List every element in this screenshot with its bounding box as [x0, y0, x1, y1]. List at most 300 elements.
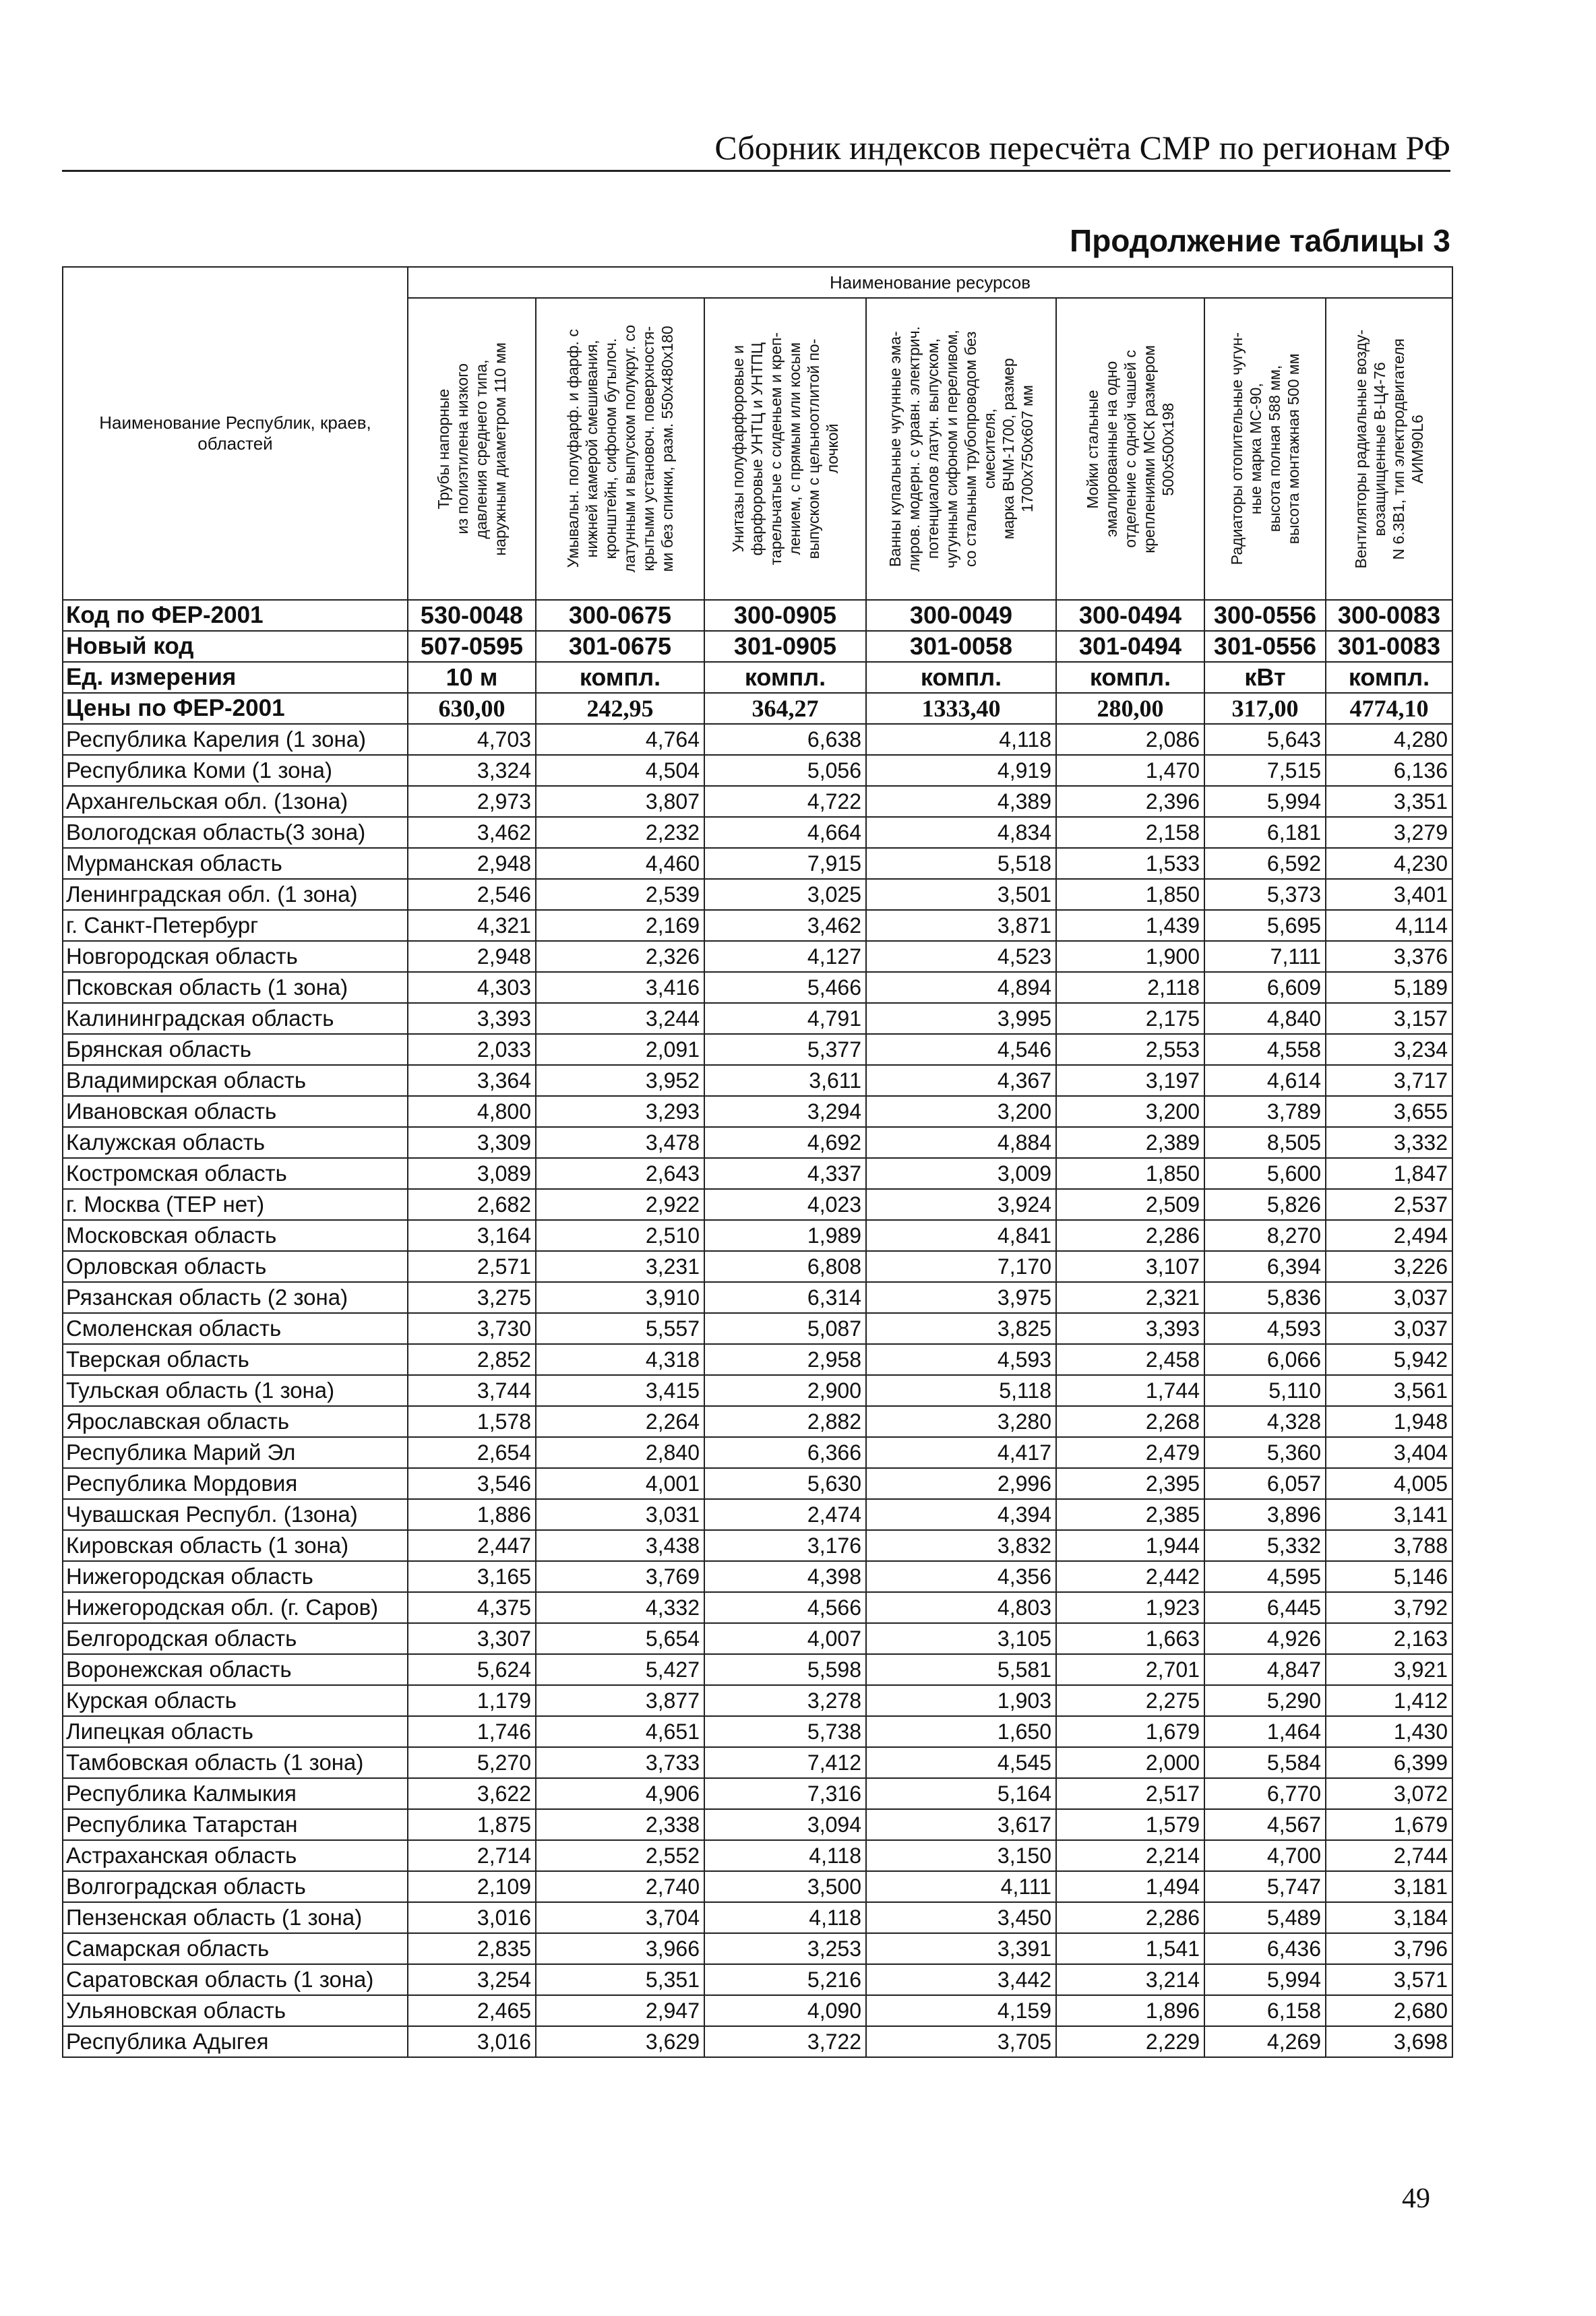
index-value: 2,158: [1056, 817, 1204, 848]
index-value: 3,698: [1326, 2026, 1452, 2057]
region-name: Тверская область: [63, 1344, 408, 1375]
index-table: [62, 266, 1453, 2058]
index-value: 5,557: [536, 1313, 704, 1344]
unit: компл.: [1326, 662, 1452, 693]
table-row: [63, 1127, 1452, 1158]
index-value: 3,871: [866, 910, 1056, 941]
index-value: 1,850: [1056, 879, 1204, 910]
index-value: 5,056: [704, 755, 866, 786]
index-value: 3,197: [1056, 1065, 1204, 1096]
region-name: Владимирская область: [63, 1065, 408, 1096]
index-value: 3,324: [408, 755, 536, 786]
index-value: 4,906: [536, 1778, 704, 1809]
table-row: [63, 1313, 1452, 1344]
index-value: 2,517: [1056, 1778, 1204, 1809]
index-value: 7,316: [704, 1778, 866, 1809]
index-value: 2,286: [1056, 1902, 1204, 1933]
index-value: 3,200: [1056, 1096, 1204, 1127]
index-value: 3,546: [408, 1468, 536, 1499]
table-row: [63, 1096, 1452, 1127]
index-value: 3,722: [704, 2026, 866, 2057]
index-value: 4,389: [866, 786, 1056, 817]
index-value: 1,579: [1056, 1809, 1204, 1840]
index-value: 3,789: [1204, 1096, 1326, 1127]
index-value: 5,466: [704, 972, 866, 1003]
index-value: 3,254: [408, 1964, 536, 1995]
region-rows: [63, 724, 1452, 2057]
index-value: 2,654: [408, 1437, 536, 1468]
index-value: 5,164: [866, 1778, 1056, 1809]
index-value: 1,903: [866, 1685, 1056, 1716]
index-value: 3,788: [1326, 1530, 1452, 1561]
index-value: 5,351: [536, 1964, 704, 1995]
region-name: Республика Татарстан: [63, 1809, 408, 1840]
column-header-fans: Вентиляторы радиальные возду- возащищенные В-Ц4-76 N 6.3В1, тип электродвигателя АИМ90L6: [1326, 298, 1452, 600]
index-value: 2,740: [536, 1871, 704, 1902]
region-name: Республика Марий Эл: [63, 1437, 408, 1468]
index-value: 2,922: [536, 1189, 704, 1220]
index-value: 4,111: [866, 1871, 1056, 1902]
index-value: 1,875: [408, 1809, 536, 1840]
index-value: 1,412: [1326, 1685, 1452, 1716]
table-row: [63, 1840, 1452, 1871]
index-value: 5,584: [1204, 1747, 1326, 1778]
index-value: 3,617: [866, 1809, 1056, 1840]
index-value: 3,376: [1326, 941, 1452, 972]
index-value: 4,318: [536, 1344, 704, 1375]
index-value: 1,470: [1056, 755, 1204, 786]
price: 280,00: [1056, 693, 1204, 724]
index-value: 3,404: [1326, 1437, 1452, 1468]
index-value: 5,360: [1204, 1437, 1326, 1468]
index-value: 6,638: [704, 724, 866, 755]
table-row: [63, 1902, 1452, 1933]
index-value: 3,393: [1056, 1313, 1204, 1344]
index-value: 1,179: [408, 1685, 536, 1716]
index-value: 5,581: [866, 1654, 1056, 1685]
index-value: 5,654: [536, 1623, 704, 1654]
index-value: 4,460: [536, 848, 704, 879]
index-value: 3,796: [1326, 1933, 1452, 1964]
unit: компл.: [1056, 662, 1204, 693]
index-value: 3,655: [1326, 1096, 1452, 1127]
index-value: 4,504: [536, 755, 704, 786]
index-value: 4,001: [536, 1468, 704, 1499]
index-value: 2,338: [536, 1809, 704, 1840]
index-value: 3,200: [866, 1096, 1056, 1127]
index-value: 2,494: [1326, 1220, 1452, 1251]
index-value: 2,033: [408, 1034, 536, 1065]
index-value: 3,279: [1326, 817, 1452, 848]
price: 242,95: [536, 693, 704, 724]
region-name: Орловская область: [63, 1251, 408, 1282]
region-name: Нижегородская обл. (г. Саров): [63, 1592, 408, 1623]
index-value: 2,385: [1056, 1499, 1204, 1530]
index-value: 3,141: [1326, 1499, 1452, 1530]
table-row: [63, 1220, 1452, 1251]
index-value: 2,389: [1056, 1127, 1204, 1158]
index-value: 2,744: [1326, 1840, 1452, 1871]
region-name: Смоленская область: [63, 1313, 408, 1344]
index-value: 3,995: [866, 1003, 1056, 1034]
index-value: 5,216: [704, 1964, 866, 1995]
index-value: 4,303: [408, 972, 536, 1003]
index-value: 6,158: [1204, 1995, 1326, 2026]
index-value: 4,558: [1204, 1034, 1326, 1065]
index-value: 1,494: [1056, 1871, 1204, 1902]
index-value: 3,393: [408, 1003, 536, 1034]
index-value: 6,057: [1204, 1468, 1326, 1499]
index-value: 3,571: [1326, 1964, 1452, 1995]
index-value: 3,037: [1326, 1282, 1452, 1313]
index-value: 5,836: [1204, 1282, 1326, 1313]
new-code-row: [63, 631, 1452, 662]
new-code: 301-0905: [704, 631, 866, 662]
table-row: [63, 1933, 1452, 1964]
index-value: 5,994: [1204, 1964, 1326, 1995]
index-value: 1,541: [1056, 1933, 1204, 1964]
index-value: 3,442: [866, 1964, 1056, 1995]
index-value: 3,717: [1326, 1065, 1452, 1096]
index-value: 5,738: [704, 1716, 866, 1747]
index-value: 4,700: [1204, 1840, 1326, 1871]
index-value: 2,474: [704, 1499, 866, 1530]
table-row: [63, 1344, 1452, 1375]
index-value: 3,500: [704, 1871, 866, 1902]
index-value: 6,445: [1204, 1592, 1326, 1623]
index-value: 4,118: [866, 724, 1056, 755]
index-value: 5,695: [1204, 910, 1326, 941]
new-code: 507-0595: [408, 631, 536, 662]
index-value: 3,364: [408, 1065, 536, 1096]
index-value: 4,127: [704, 941, 866, 972]
page-header: Сборник индексов пересчёта СМР по регионам РФ: [62, 128, 1450, 172]
new-code: 301-0083: [1326, 631, 1452, 662]
price: 4774,10: [1326, 693, 1452, 724]
table-row: [63, 1716, 1452, 1747]
fer-code-label: Код по ФЕР-2001: [63, 600, 408, 631]
index-value: 5,624: [408, 1654, 536, 1685]
region-name: Вологодская область(3 зона): [63, 817, 408, 848]
region-name: Ивановская область: [63, 1096, 408, 1127]
index-value: 3,009: [866, 1158, 1056, 1189]
index-value: 1,439: [1056, 910, 1204, 941]
index-value: 4,595: [1204, 1561, 1326, 1592]
index-value: 4,417: [866, 1437, 1056, 1468]
table-row: [63, 1251, 1452, 1282]
index-value: 3,611: [704, 1065, 866, 1096]
index-value: 7,915: [704, 848, 866, 879]
index-value: 4,894: [866, 972, 1056, 1003]
table-row: [63, 1406, 1452, 1437]
price-label: Цены по ФЕР-2001: [63, 693, 408, 724]
index-value: 4,546: [866, 1034, 1056, 1065]
region-name: Рязанская область (2 зона): [63, 1282, 408, 1313]
table-row: [63, 786, 1452, 817]
index-value: 4,159: [866, 1995, 1056, 2026]
unit: компл.: [866, 662, 1056, 693]
unit: кВт: [1204, 662, 1326, 693]
index-value: 2,546: [408, 879, 536, 910]
index-value: 4,023: [704, 1189, 866, 1220]
index-value: 2,465: [408, 1995, 536, 2026]
table-row: [63, 848, 1452, 879]
index-value: 5,146: [1326, 1561, 1452, 1592]
index-value: 4,841: [866, 1220, 1056, 1251]
region-name: Нижегородская область: [63, 1561, 408, 1592]
index-value: 5,747: [1204, 1871, 1326, 1902]
index-value: 4,332: [536, 1592, 704, 1623]
price: 364,27: [704, 693, 866, 724]
index-value: 1,679: [1326, 1809, 1452, 1840]
index-value: 3,307: [408, 1623, 536, 1654]
table-row: [63, 1592, 1452, 1623]
index-value: 3,966: [536, 1933, 704, 1964]
index-value: 4,394: [866, 1499, 1056, 1530]
index-value: 3,072: [1326, 1778, 1452, 1809]
index-value: 2,682: [408, 1189, 536, 1220]
table-row: [63, 1282, 1452, 1313]
index-value: 4,280: [1326, 724, 1452, 755]
table-row: [63, 2026, 1452, 2057]
index-value: 2,537: [1326, 1189, 1452, 1220]
index-value: 8,505: [1204, 1127, 1326, 1158]
index-value: 6,770: [1204, 1778, 1326, 1809]
index-value: 4,926: [1204, 1623, 1326, 1654]
region-name: Саратовская область (1 зона): [63, 1964, 408, 1995]
index-value: 3,184: [1326, 1902, 1452, 1933]
new-code: 301-0556: [1204, 631, 1326, 662]
index-value: 2,900: [704, 1375, 866, 1406]
index-value: 3,910: [536, 1282, 704, 1313]
index-value: 4,567: [1204, 1809, 1326, 1840]
index-value: 3,037: [1326, 1313, 1452, 1344]
index-value: 3,391: [866, 1933, 1056, 1964]
index-value: 2,458: [1056, 1344, 1204, 1375]
table-row: [63, 910, 1452, 941]
index-value: 2,701: [1056, 1654, 1204, 1685]
index-value: 4,328: [1204, 1406, 1326, 1437]
page-number: 49: [1402, 2183, 1430, 2214]
index-value: 4,007: [704, 1623, 866, 1654]
index-value: 2,169: [536, 910, 704, 941]
index-value: 1,948: [1326, 1406, 1452, 1437]
index-value: 1,744: [1056, 1375, 1204, 1406]
index-value: 2,553: [1056, 1034, 1204, 1065]
table-row: [63, 1778, 1452, 1809]
table-row: [63, 1437, 1452, 1468]
index-value: 2,214: [1056, 1840, 1204, 1871]
table-row: [63, 1654, 1452, 1685]
index-value: 6,592: [1204, 848, 1326, 879]
unit: компл.: [536, 662, 704, 693]
region-name: Ульяновская область: [63, 1995, 408, 2026]
index-value: 5,942: [1326, 1344, 1452, 1375]
index-value: 6,808: [704, 1251, 866, 1282]
index-value: 5,087: [704, 1313, 866, 1344]
index-value: 2,118: [1056, 972, 1204, 1003]
price-row: [63, 693, 1452, 724]
index-value: 4,840: [1204, 1003, 1326, 1034]
index-value: 3,877: [536, 1685, 704, 1716]
resources-group-header: Наименование ресурсов: [408, 267, 1452, 298]
table-row: [63, 1685, 1452, 1716]
index-value: 3,234: [1326, 1034, 1452, 1065]
index-value: 2,539: [536, 879, 704, 910]
column-header-radiators: Радиаторы отопительные чугун- ные марка МС-90, высота полная 588 мм, высота монтажная 500 мм: [1204, 298, 1326, 600]
index-value: 2,882: [704, 1406, 866, 1437]
index-value: 3,157: [1326, 1003, 1452, 1034]
index-value: 4,764: [536, 724, 704, 755]
table-row: [63, 1809, 1452, 1840]
index-value: 3,181: [1326, 1871, 1452, 1902]
index-value: 1,989: [704, 1220, 866, 1251]
index-value: 2,643: [536, 1158, 704, 1189]
index-value: 4,791: [704, 1003, 866, 1034]
index-value: 3,730: [408, 1313, 536, 1344]
index-value: 3,438: [536, 1530, 704, 1561]
region-name: Республика Коми (1 зона): [63, 755, 408, 786]
index-value: 8,270: [1204, 1220, 1326, 1251]
region-name: Брянская область: [63, 1034, 408, 1065]
fer-code: 300-0675: [536, 600, 704, 631]
index-value: 3,214: [1056, 1964, 1204, 1995]
index-value: 3,952: [536, 1065, 704, 1096]
index-value: 4,593: [1204, 1313, 1326, 1344]
region-name: Костромская область: [63, 1158, 408, 1189]
table-row: [63, 879, 1452, 910]
region-name: Калининградская область: [63, 1003, 408, 1034]
index-value: 4,005: [1326, 1468, 1452, 1499]
index-value: 4,398: [704, 1561, 866, 1592]
index-value: 2,510: [536, 1220, 704, 1251]
price: 317,00: [1204, 693, 1326, 724]
index-value: 3,416: [536, 972, 704, 1003]
index-value: 2,552: [536, 1840, 704, 1871]
index-value: 3,226: [1326, 1251, 1452, 1282]
region-name: Ленинградская обл. (1 зона): [63, 879, 408, 910]
index-value: 6,366: [704, 1437, 866, 1468]
region-name: Новгородская область: [63, 941, 408, 972]
index-value: 2,509: [1056, 1189, 1204, 1220]
index-value: 3,089: [408, 1158, 536, 1189]
table-row: [63, 1189, 1452, 1220]
index-value: 5,290: [1204, 1685, 1326, 1716]
region-name: Московская область: [63, 1220, 408, 1251]
index-value: 3,744: [408, 1375, 536, 1406]
fer-code: 530-0048: [408, 600, 536, 631]
table-row: [63, 1964, 1452, 1995]
index-value: 1,900: [1056, 941, 1204, 972]
index-value: 3,629: [536, 2026, 704, 2057]
index-value: 5,373: [1204, 879, 1326, 910]
region-name: Мурманская область: [63, 848, 408, 879]
price: 1333,40: [866, 693, 1056, 724]
index-value: 3,704: [536, 1902, 704, 1933]
index-value: 3,561: [1326, 1375, 1452, 1406]
index-value: 4,337: [704, 1158, 866, 1189]
index-value: 3,150: [866, 1840, 1056, 1871]
index-value: 3,705: [866, 2026, 1056, 2057]
index-value: 2,232: [536, 817, 704, 848]
region-name: Республика Карелия (1 зона): [63, 724, 408, 755]
index-value: 5,600: [1204, 1158, 1326, 1189]
unit: компл.: [704, 662, 866, 693]
table-row: [63, 755, 1452, 786]
column-header-pipes: Трубы напорные из полиэтилена низкого давления среднего типа, наружным диаметром 110 мм: [408, 298, 536, 600]
index-value: 3,832: [866, 1530, 1056, 1561]
index-value: 4,230: [1326, 848, 1452, 879]
index-value: 3,280: [866, 1406, 1056, 1437]
index-value: 6,314: [704, 1282, 866, 1313]
index-value: 3,278: [704, 1685, 866, 1716]
region-name: г. Санкт-Петербург: [63, 910, 408, 941]
index-value: 2,091: [536, 1034, 704, 1065]
fer-code: 300-0905: [704, 600, 866, 631]
table-row: [63, 1871, 1452, 1902]
table-row: [63, 1158, 1452, 1189]
index-value: 2,321: [1056, 1282, 1204, 1313]
index-value: 4,664: [704, 817, 866, 848]
region-name: Республика Адыгея: [63, 2026, 408, 2057]
index-value: 1,679: [1056, 1716, 1204, 1747]
index-value: 5,643: [1204, 724, 1326, 755]
index-value: 2,479: [1056, 1437, 1204, 1468]
index-value: 6,399: [1326, 1747, 1452, 1778]
fer-code: 300-0049: [866, 600, 1056, 631]
price: 630,00: [408, 693, 536, 724]
index-value: 3,253: [704, 1933, 866, 1964]
index-value: 1,850: [1056, 1158, 1204, 1189]
index-value: 2,175: [1056, 1003, 1204, 1034]
index-value: 2,447: [408, 1530, 536, 1561]
index-value: 3,450: [866, 1902, 1056, 1933]
table-row: [63, 1034, 1452, 1065]
index-value: 3,294: [704, 1096, 866, 1127]
index-value: 3,478: [536, 1127, 704, 1158]
table-row: [63, 1499, 1452, 1530]
index-value: 1,944: [1056, 1530, 1204, 1561]
index-value: 5,270: [408, 1747, 536, 1778]
new-code: 301-0675: [536, 631, 704, 662]
index-value: 5,994: [1204, 786, 1326, 817]
index-value: 7,412: [704, 1747, 866, 1778]
index-value: 3,769: [536, 1561, 704, 1592]
index-value: 4,566: [704, 1592, 866, 1623]
index-value: 4,614: [1204, 1065, 1326, 1096]
index-value: 2,571: [408, 1251, 536, 1282]
region-name: Чувашская Республ. (1зона): [63, 1499, 408, 1530]
table-row: [63, 972, 1452, 1003]
index-value: 3,792: [1326, 1592, 1452, 1623]
index-value: 4,545: [866, 1747, 1056, 1778]
index-value: 1,847: [1326, 1158, 1452, 1189]
fer-code: 300-0494: [1056, 600, 1204, 631]
fer-code-row: [63, 600, 1452, 631]
index-value: 4,269: [1204, 2026, 1326, 2057]
unit: 10 м: [408, 662, 536, 693]
index-value: 6,609: [1204, 972, 1326, 1003]
index-value: 2,396: [1056, 786, 1204, 817]
index-value: 3,462: [408, 817, 536, 848]
unit-row: [63, 662, 1452, 693]
new-code: 301-0494: [1056, 631, 1204, 662]
index-value: 2,680: [1326, 1995, 1452, 2026]
index-value: 3,016: [408, 2026, 536, 2057]
index-value: 1,464: [1204, 1716, 1326, 1747]
index-value: 4,834: [866, 817, 1056, 848]
index-value: 3,309: [408, 1127, 536, 1158]
